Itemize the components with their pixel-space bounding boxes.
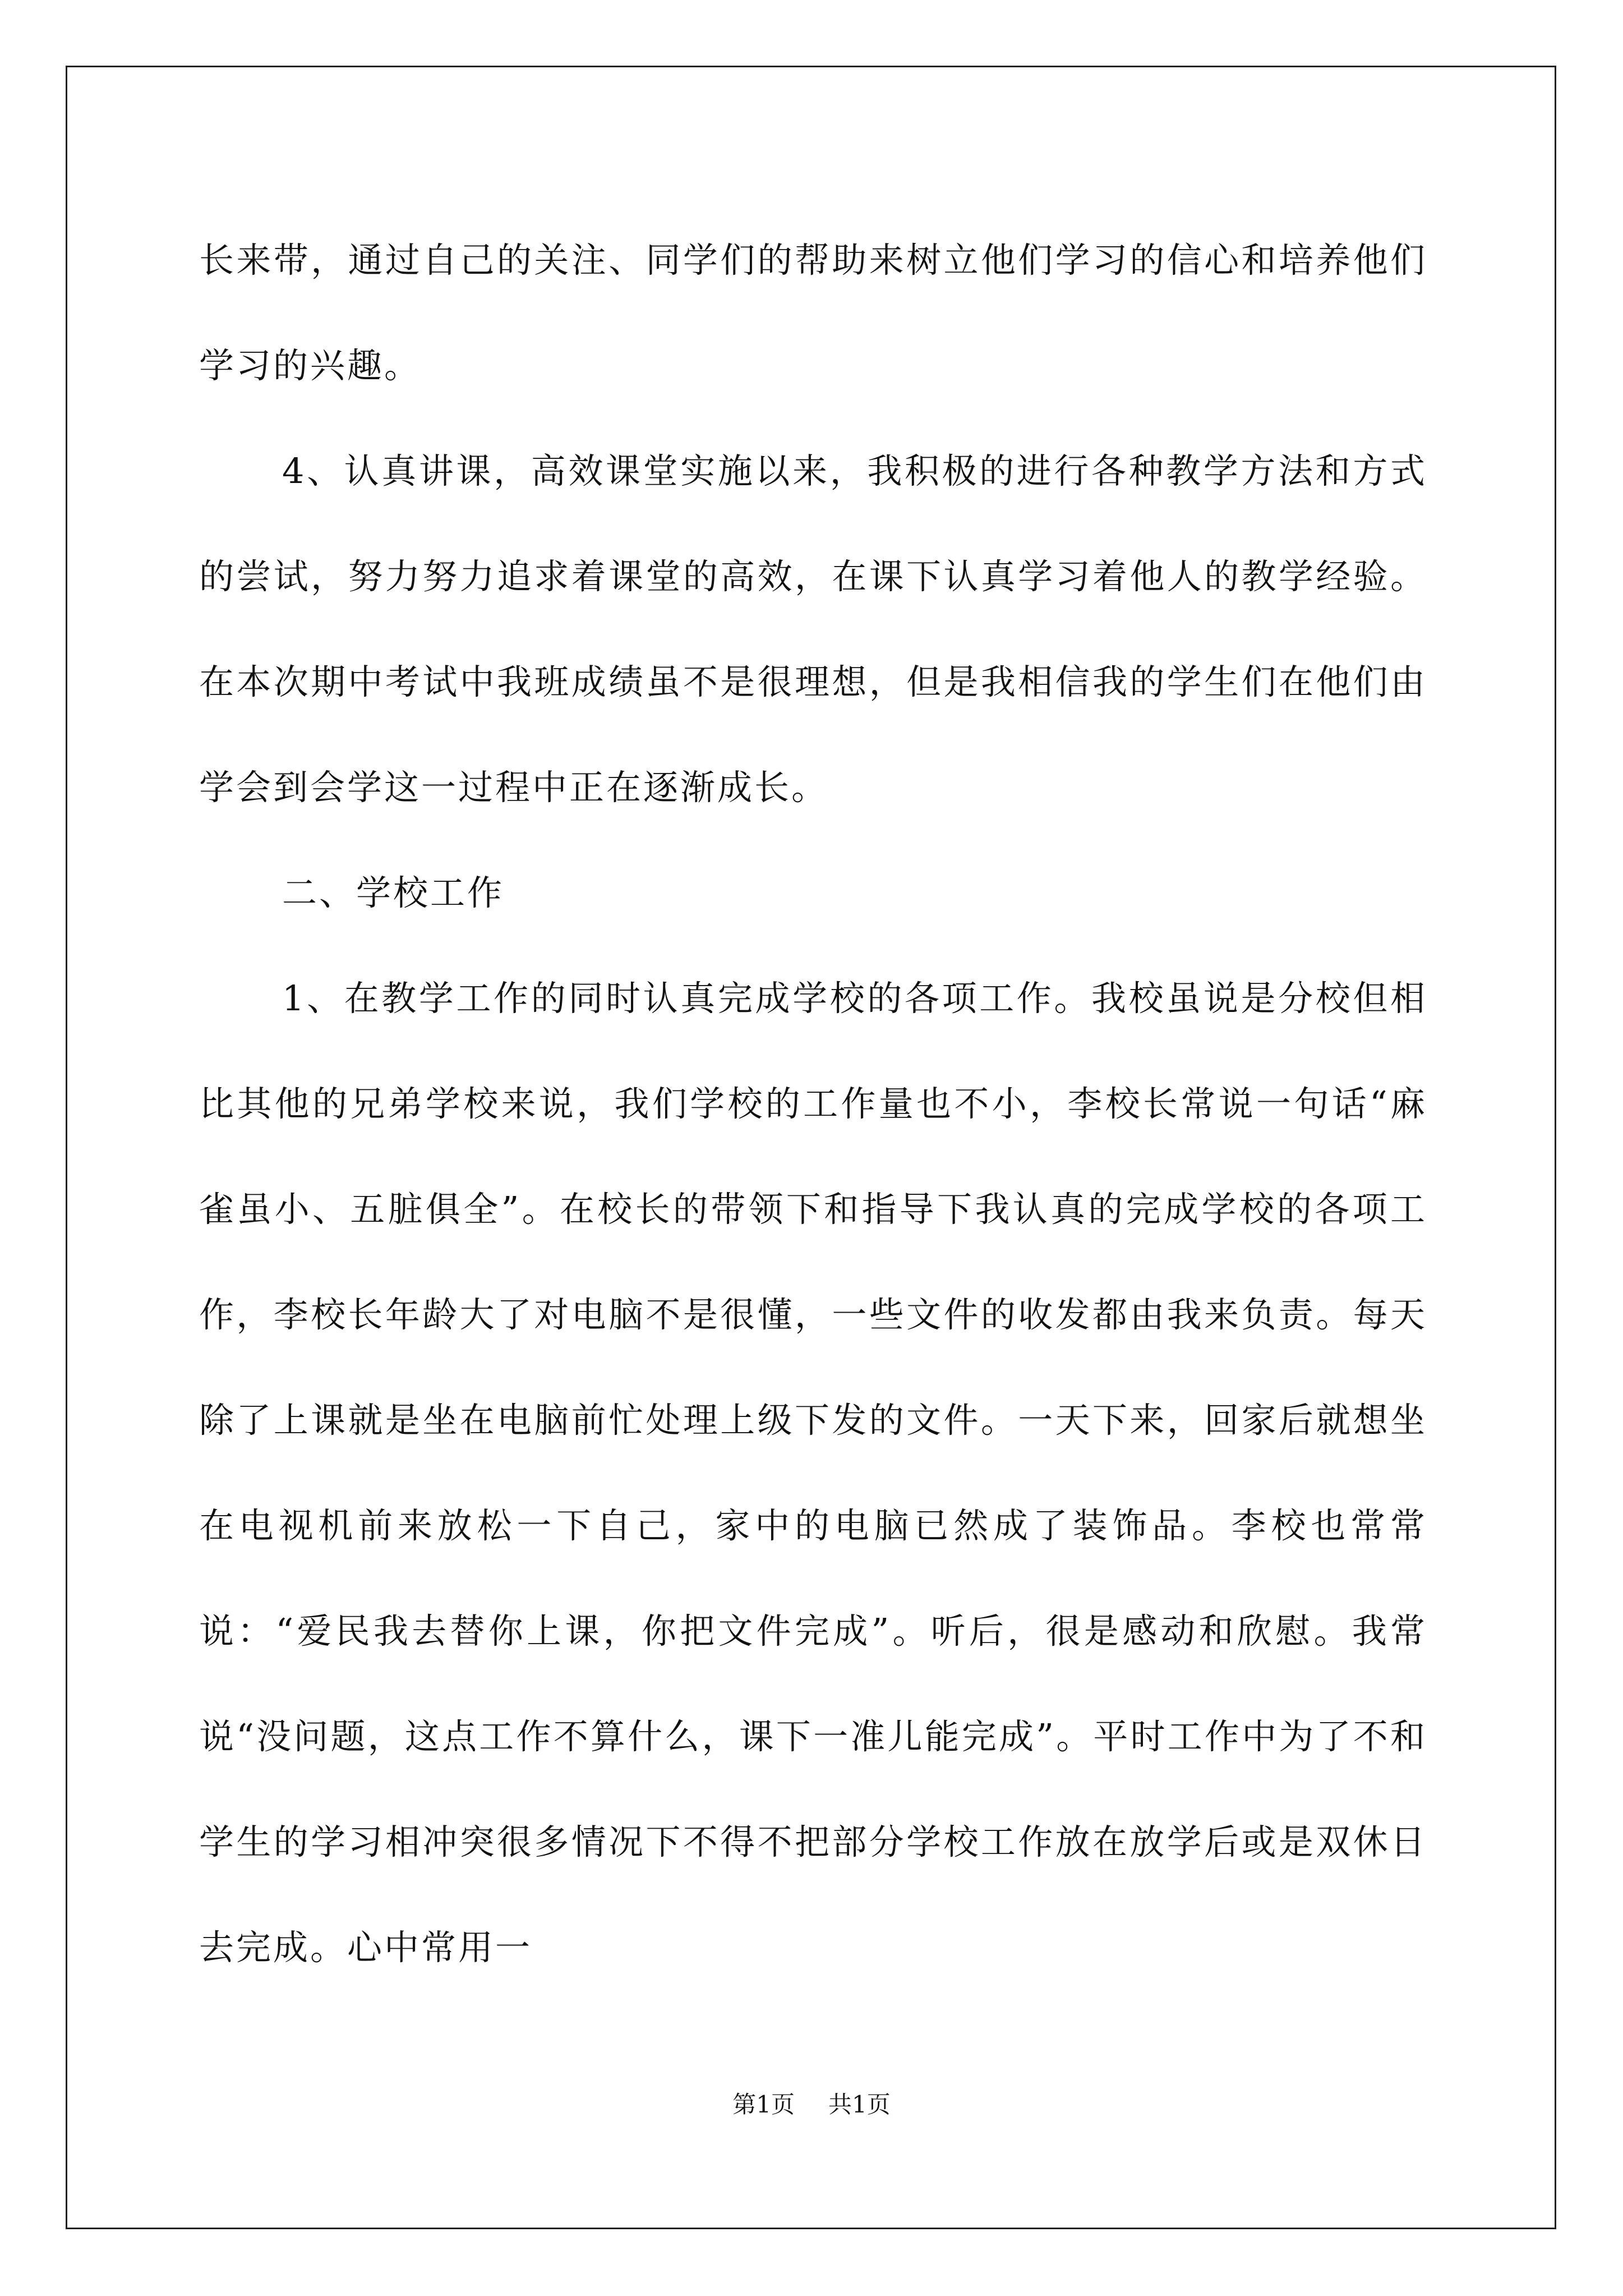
paragraph-item-1: 1、在教学工作的同时认真完成学校的各项工作。我校虽说是分校但相比其他的兄弟学校来说，我们学校的工作量也不小，李校长常说一句话“麻雀虽小、五脏俱全”。在校长的带领下和指导下我认真的完成学校的各项工作，李校长年龄大了对电脑不是很懂，一些文件的收发都由我来负责。每天除了上课就是坐在电脑前忙处理上级下发的文件。一天下来，回家后就想坐在电视机前来放松一下自己，家中的电脑已然成了装饰品。李校也常常说：“爱民我去替你上课，你把文件完成”。听后，很是感动和欣慰。我常说“没问题，这点工作不算什么，课下一准儿能完成”。平时工作中为了不和学生的学习相冲突很多情况下不得不把部分学校工作放在放学后或是双休日去完成。心中常用一 bbox=[199, 978, 1427, 1968]
document-body bbox=[199, 208, 1427, 2000]
page-footer bbox=[0, 2088, 1623, 2122]
section-heading-school-work: 二、学校工作 bbox=[282, 872, 505, 913]
page-total: 共1页 bbox=[828, 2091, 891, 2118]
paragraph-item-4: 4、认真讲课，高效课堂实施以来，我积极的进行各种教学方法和方式的尝试，努力努力追求着课堂的高效，在课下认真学习着他人的教学经验。在本次期中考试中我班成绩虽不是很理想，但是我相信我的学生们在他们由学会到会学这一过程中正在逐渐成长。 bbox=[199, 450, 1427, 808]
page-number: 第1页 bbox=[732, 2091, 795, 2118]
paragraph-continuation: 长来带，通过自己的关注、同学们的帮助来树立他们学习的信心和培养他们学习的兴趣。 bbox=[199, 240, 1427, 386]
